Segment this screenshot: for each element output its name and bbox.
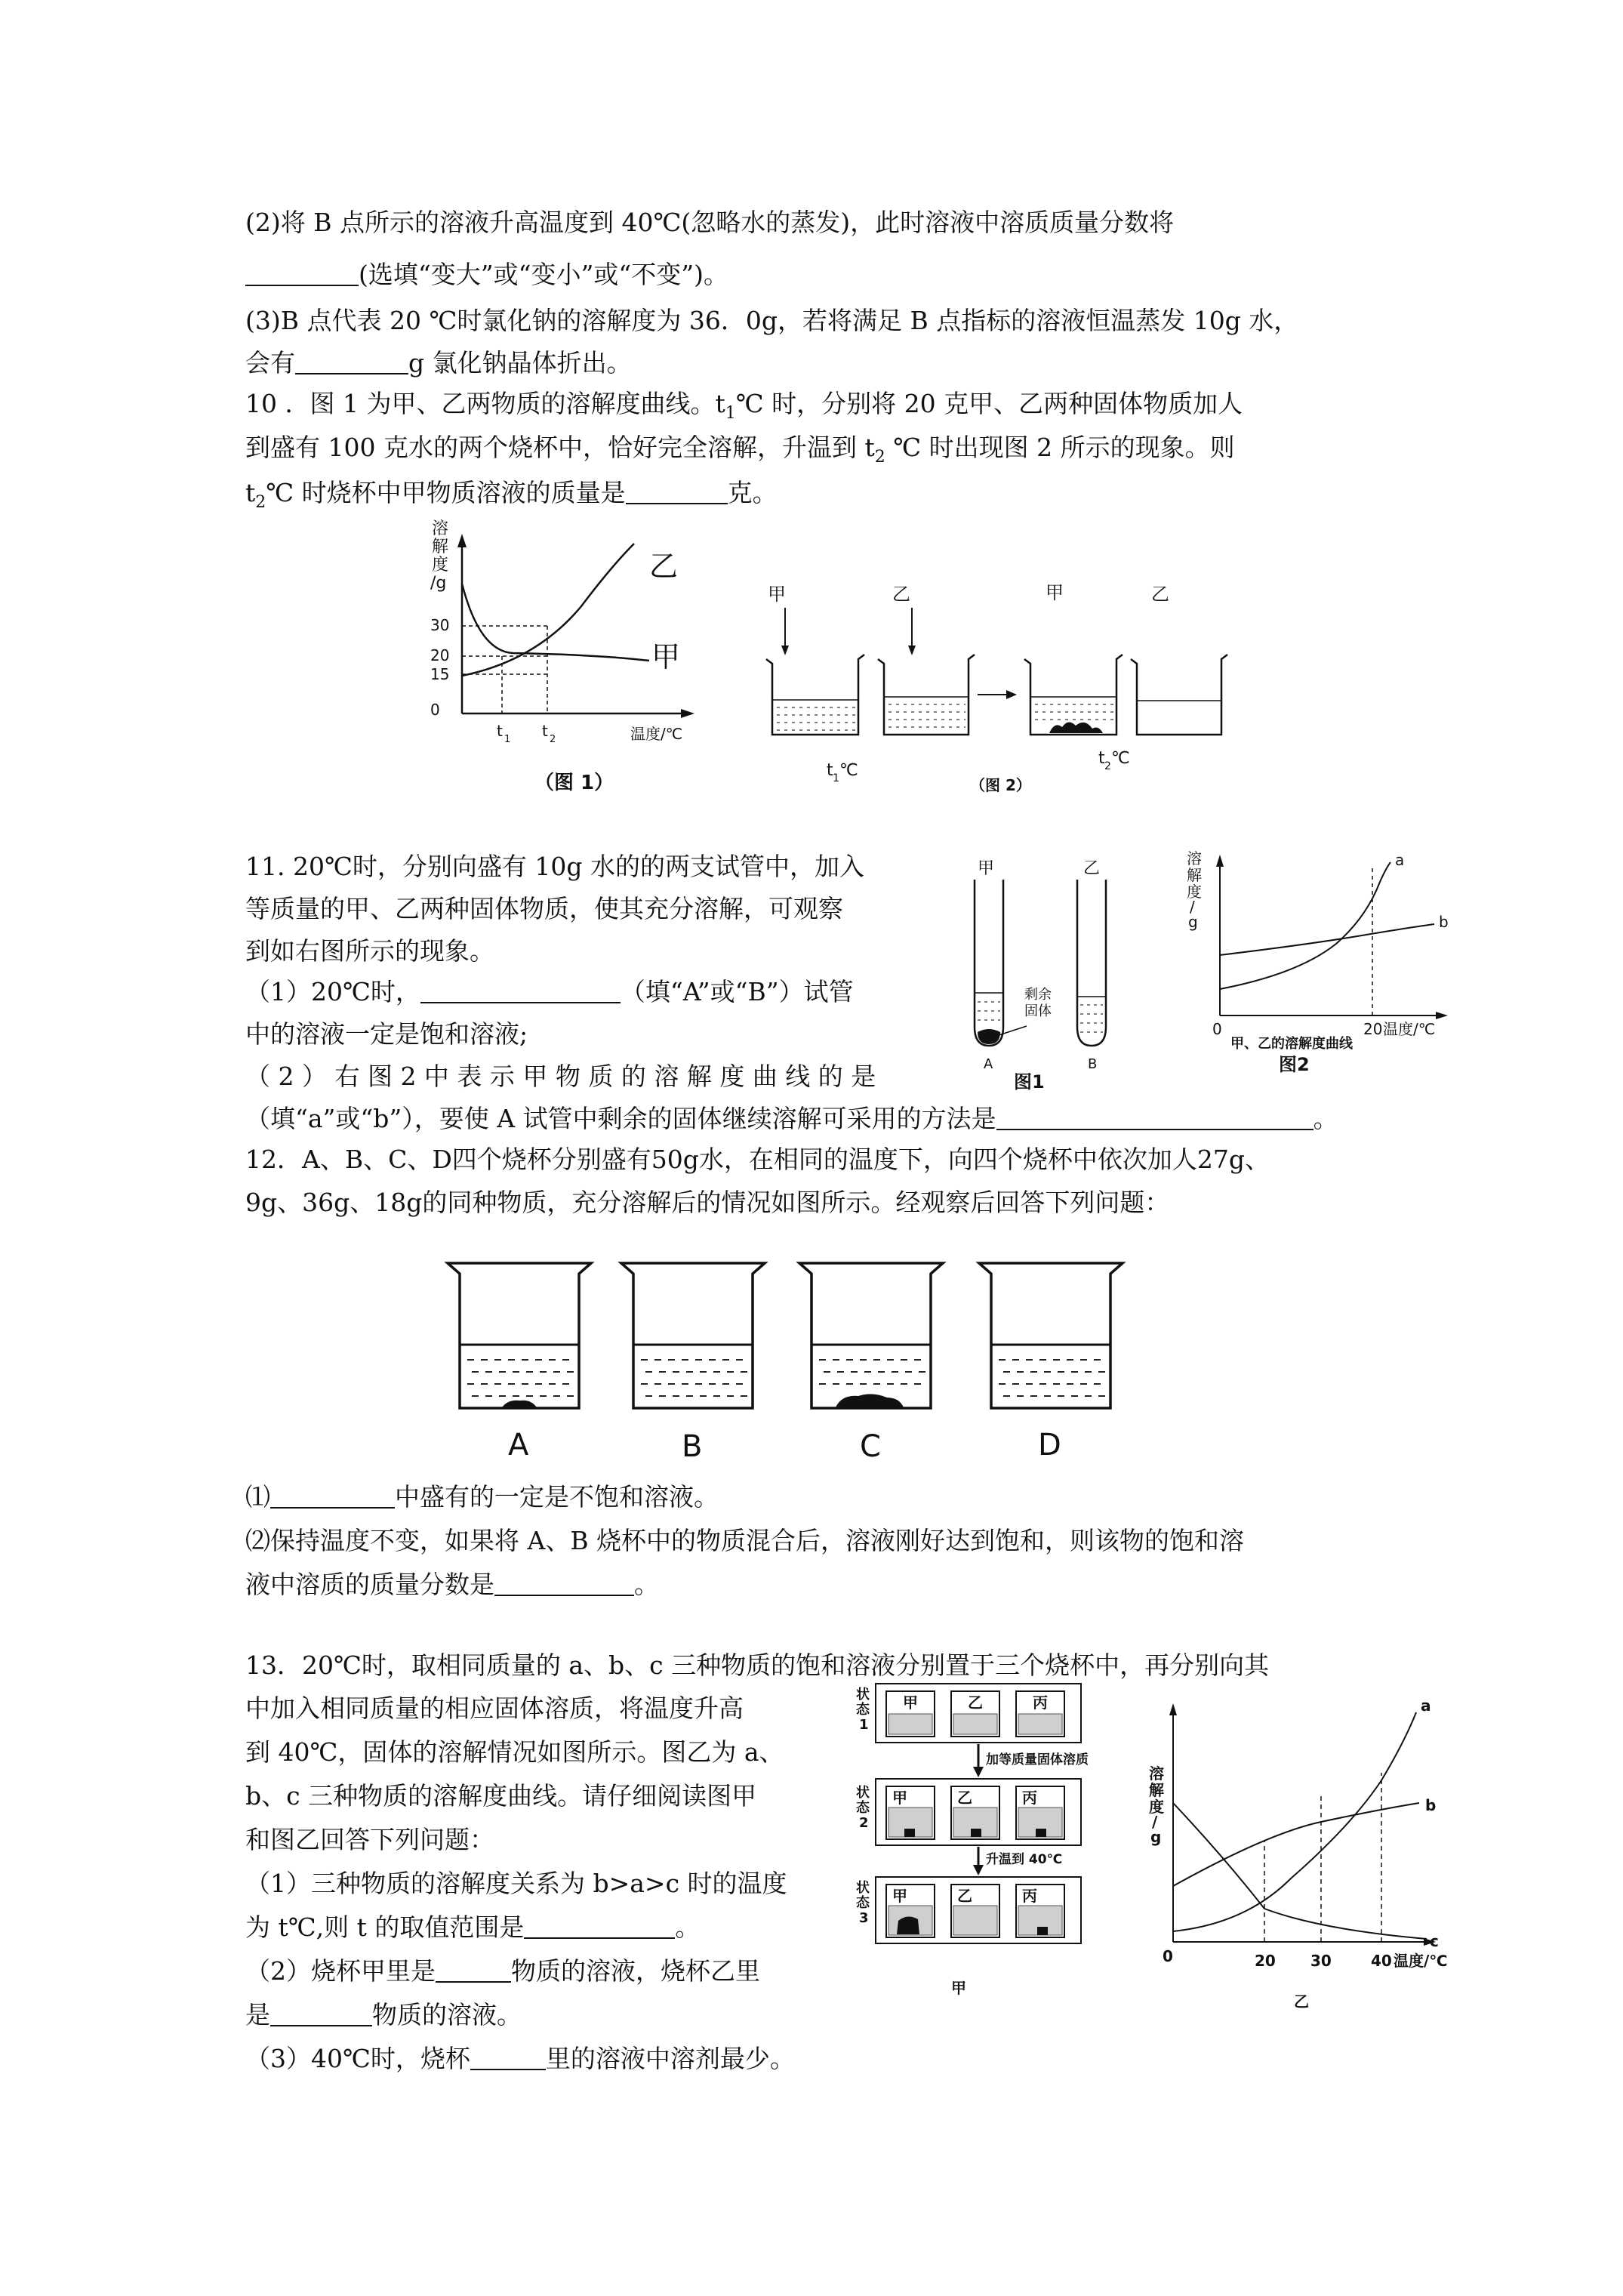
q13-figB-ylabel-3: 度 xyxy=(1149,1798,1164,1816)
q13-s3-jia: 甲 xyxy=(892,1887,907,1905)
q11-line7: （填“a”或“b”），要使 A 试管中剩余的固体继续溶解可采用的方法是 。 xyxy=(245,1104,1338,1133)
q13-s3-yi: 乙 xyxy=(957,1887,972,1905)
q11-line3: 到如右图所示的现象。 xyxy=(245,936,494,966)
q12-line1: 12．A、B、C、D四个烧杯分别盛有50g水，在相同的温度下，向四个烧杯中依次加人27g、 xyxy=(245,1145,1270,1174)
fig1-ytick-30: 30 xyxy=(430,616,450,634)
q13-answer-blank-2[interactable] xyxy=(436,1959,511,1983)
q13-state1-1: 状 xyxy=(856,1687,870,1703)
q13-state2-1: 状 xyxy=(856,1785,870,1801)
fig2-temp-t1-unit: ℃ xyxy=(839,761,858,780)
fig2-label-jia-2: 甲 xyxy=(1046,582,1064,603)
q10-figure2-beakers xyxy=(751,578,1219,812)
q13-figure-jia-states xyxy=(853,1682,1087,2037)
q12-answer-blank-2[interactable] xyxy=(494,1572,634,1596)
q13-arrow2-label: 升温到 40℃ xyxy=(986,1852,1063,1867)
q11-answer-blank-1[interactable] xyxy=(420,979,621,1003)
q11-fig2-ylabel-4: / xyxy=(1190,898,1195,916)
fig2-label-yi-2: 乙 xyxy=(1151,584,1169,605)
q13-figB-xtick-30: 30 xyxy=(1310,1952,1332,1970)
q9-answer-blank-1[interactable] xyxy=(245,262,359,286)
q12-beaker-label-A: A xyxy=(508,1428,529,1462)
q12-answer-blank-1[interactable] xyxy=(270,1484,395,1509)
fig2-label-yi-1: 乙 xyxy=(892,584,910,605)
q13-line8: （2）烧杯甲里是 物质的溶液，烧杯乙里 xyxy=(245,1956,760,1986)
q12-sub1: ⑴ 中盛有的一定是不饱和溶液。 xyxy=(245,1482,719,1512)
q13-line6: （1）三种物质的溶解度关系为 b>a>c 时的温度 xyxy=(245,1869,787,1898)
q13-s2-bing: 丙 xyxy=(1022,1789,1037,1807)
fig1-ylabel-3: 度 xyxy=(432,556,449,575)
q11-residue-2: 余 xyxy=(1038,987,1052,1003)
q9-part3-line2: 会有 g 氯化钠晶体折出。 xyxy=(245,348,632,378)
q9-part3-line1: (3)B 点代表 20 ℃时氯化钠的溶解度为 36．0g，若将满足 B 点指标的溶液恒温蒸发 10g 水， xyxy=(245,306,1299,335)
q10-figure1-solubility-chart xyxy=(408,517,747,804)
q13-state1-2: 态 xyxy=(856,1702,870,1718)
q13-figB-curve-b: b xyxy=(1425,1796,1437,1814)
q13-figB-caption: 乙 xyxy=(1294,1992,1309,2011)
beaker-A-residue xyxy=(502,1401,537,1407)
fig1-ytick-15: 15 xyxy=(430,665,450,683)
q13-figB-ylabel-2: 解 xyxy=(1149,1781,1164,1799)
q13-figB-xtick-0: 0 xyxy=(1163,1947,1173,1965)
q11-line2: 等质量的甲、乙两种固体物质，使其充分溶解，可观察 xyxy=(245,894,843,923)
q13-figA-caption: 甲 xyxy=(951,1979,966,1997)
q11-fig2-ylabel-5: g xyxy=(1188,913,1198,931)
q11-fig2-ylabel-3: 度 xyxy=(1187,883,1202,901)
q13-line2: 中加入相同质量的相应固体溶质，将温度升高 xyxy=(245,1693,744,1723)
q12-four-beakers xyxy=(442,1257,1136,1469)
fig1-curve-label-yi: 乙 xyxy=(649,550,679,583)
q13-state3-2: 态 xyxy=(856,1895,870,1911)
q11-residue-1: 剩 xyxy=(1024,987,1038,1003)
fig1-xtick-t1: t xyxy=(497,722,503,740)
q12-sub2-line1: ⑵保持温度不变，如果将 A、B 烧杯中的物质混合后，溶液刚好达到饱和，则该物的饱和溶 xyxy=(245,1526,1245,1555)
q13-line4: b、c 三种物质的溶解度曲线。请仔细阅读图甲 xyxy=(245,1781,757,1811)
q13-state3-1: 状 xyxy=(856,1880,870,1896)
q11-figure1-test-tubes xyxy=(955,857,1144,1091)
q10-line3: $t_2℃$ 时烧杯中甲物质溶液的质量是 克。 xyxy=(245,478,778,512)
q10-line2: 到盛有 100 克水的两个烧杯中，恰好完全溶解，升温到 $t_2$ ℃ 时出现图 2 所示的现象。则 xyxy=(245,433,1235,467)
fig1-ylabel-2: 解 xyxy=(432,538,449,556)
q13-figB-ylabel-4: / xyxy=(1152,1813,1158,1831)
q13-figB-curve-c: c xyxy=(1430,1932,1439,1950)
q10-answer-blank[interactable] xyxy=(626,480,728,504)
q11-fig1-caption: 图1 xyxy=(1014,1071,1045,1093)
q13-answer-blank-3[interactable] xyxy=(270,2002,372,2026)
fig1-caption: （图 1） xyxy=(534,772,614,794)
q11-line4: （1）20℃时， （填“A”或“B”）试管 xyxy=(245,977,854,1006)
q10-line1: 10 ．图 1 为甲、乙两物质的溶解度曲线。$t_1℃$ 时，分别将 20 克甲、乙两种固体物质加人 xyxy=(245,389,1243,423)
q13-line3: 到 40℃，固体的溶解情况如图所示。图乙为 a、 xyxy=(245,1737,784,1767)
q13-figB-xtick-20: 20 xyxy=(1255,1952,1276,1970)
fig1-ytick-0: 0 xyxy=(430,701,440,719)
q11-residue-4: 体 xyxy=(1038,1003,1052,1019)
q11-fig2-x20: 20 xyxy=(1363,1020,1383,1038)
q11-fig2-origin: 0 xyxy=(1212,1020,1222,1038)
q11-line1: 11. 20℃时，分别向盛有 10g 水的的两支试管中，加入 xyxy=(245,852,864,881)
fig2-temp-t1: t xyxy=(827,761,833,780)
q13-s3-bing: 丙 xyxy=(1022,1887,1037,1905)
fig2-temp-t2-unit: ℃ xyxy=(1111,749,1130,768)
q11-line5: 中的溶液一定是饱和溶液; xyxy=(245,1019,528,1049)
q9-part2-line2: (选填“变大”或“变小”或“不变”)。 xyxy=(245,257,728,292)
q13-figB-ylabel-1: 溶 xyxy=(1149,1764,1164,1783)
q13-line1: 13．20℃时，取相同质量的 a、b、c 三种物质的饱和溶液分别置于三个烧杯中，再分别向其 xyxy=(245,1650,1270,1680)
q11-line6: （ 2 ） 右 图 2 中 表 示 甲 物 质 的 溶 解 度 曲 线 的 是 xyxy=(245,1062,876,1091)
q13-figure-yi-solubility-chart xyxy=(1140,1690,1480,2037)
q12-beaker-label-B: B xyxy=(682,1429,703,1464)
fig1-ytick-20: 20 xyxy=(430,646,450,664)
q9-answer-blank-2[interactable] xyxy=(295,350,408,374)
fig1-xtick-t1-sub: 1 xyxy=(504,734,511,745)
q11-fig2-curve-b: b xyxy=(1439,913,1449,931)
q13-line5: 和图乙回答下列问题： xyxy=(245,1825,494,1854)
q13-arrow1-label: 加等质量固体溶质 xyxy=(986,1752,1089,1767)
fig2-label-jia-1: 甲 xyxy=(768,584,786,605)
q11-answer-blank-2[interactable] xyxy=(996,1106,1313,1130)
q13-s2-jia: 甲 xyxy=(892,1789,907,1807)
q13-figB-ylabel-5: g xyxy=(1150,1828,1162,1846)
fig1-xlabel: 温度/℃ xyxy=(630,725,683,743)
q11-tube-label-yi: 乙 xyxy=(1083,859,1101,878)
q13-answer-blank-4[interactable] xyxy=(470,2046,546,2070)
q13-answer-blank-1[interactable] xyxy=(524,1915,675,1939)
q13-figB-curve-a: a xyxy=(1421,1697,1431,1715)
fig2-temp-t2-sub: 2 xyxy=(1104,760,1111,772)
q13-s1-bing: 丙 xyxy=(1033,1693,1048,1712)
q13-state1-3: 1 xyxy=(859,1717,869,1733)
q11-tube-label-jia: 甲 xyxy=(978,859,995,878)
beaker-C-residue xyxy=(836,1394,904,1407)
q11-fig2-ylabel-2: 解 xyxy=(1187,866,1202,884)
q13-line9: 是 物质的溶液。 xyxy=(245,2000,522,2029)
fig2-temp-t2: t xyxy=(1098,749,1105,768)
q13-figB-xtick-40: 40 xyxy=(1371,1952,1392,1970)
q11-fig2-caption: 图2 xyxy=(1279,1054,1310,1075)
q12-line2: 9g、36g、18g的同种物质，充分溶解后的情况如图所示。经观察后回答下列问题： xyxy=(245,1188,1170,1217)
q13-state3-3: 3 xyxy=(859,1910,869,1926)
q11-figure2-solubility-chart xyxy=(1185,846,1487,1087)
fig1-xtick-t2: t xyxy=(542,722,548,740)
q13-state2-3: 2 xyxy=(859,1815,869,1831)
fig1-xtick-t2-sub: 2 xyxy=(550,734,556,745)
q12-sub2-line2: 液中溶质的质量分数是 。 xyxy=(245,1570,659,1599)
q9-part2-line1: (2)将 B 点所示的溶液升高温度到 40℃(忽略水的蒸发)，此时溶液中溶质质量分数将 xyxy=(245,208,1175,237)
q11-tube-bottom-B: B xyxy=(1088,1056,1098,1072)
fig2-temp-t1-sub: 1 xyxy=(833,772,839,784)
q13-state2-2: 态 xyxy=(856,1800,870,1816)
q11-residue-3: 固 xyxy=(1024,1003,1038,1019)
q11-fig2-subtitle: 甲、乙的溶解度曲线 xyxy=(1230,1036,1353,1052)
q13-figB-xlabel: 温度/℃ xyxy=(1394,1952,1448,1970)
q11-fig2-xlabel: 温度/℃ xyxy=(1383,1020,1436,1038)
fig1-ylabel-4: /g xyxy=(430,574,447,593)
fig1-ylabel-1: 溶 xyxy=(432,519,449,538)
q13-s1-yi: 乙 xyxy=(968,1693,983,1712)
q11-fig2-curve-a: a xyxy=(1395,851,1405,869)
q12-beaker-label-C: C xyxy=(860,1429,881,1464)
q13-line7: 为 t℃,则 t 的取值范围是 。 xyxy=(245,1912,701,1942)
q11-fig2-ylabel-1: 溶 xyxy=(1187,849,1202,868)
q12-beaker-label-D: D xyxy=(1038,1428,1061,1462)
q13-line10: （3）40℃时，烧杯 里的溶液中溶剂最少。 xyxy=(245,2044,795,2073)
q11-tube-bottom-A: A xyxy=(984,1056,993,1072)
fig2-caption: （图 2） xyxy=(970,776,1031,794)
fig1-curve-label-jia: 甲 xyxy=(651,640,681,673)
q13-s1-jia: 甲 xyxy=(903,1693,918,1712)
q13-s2-yi: 乙 xyxy=(957,1789,972,1807)
